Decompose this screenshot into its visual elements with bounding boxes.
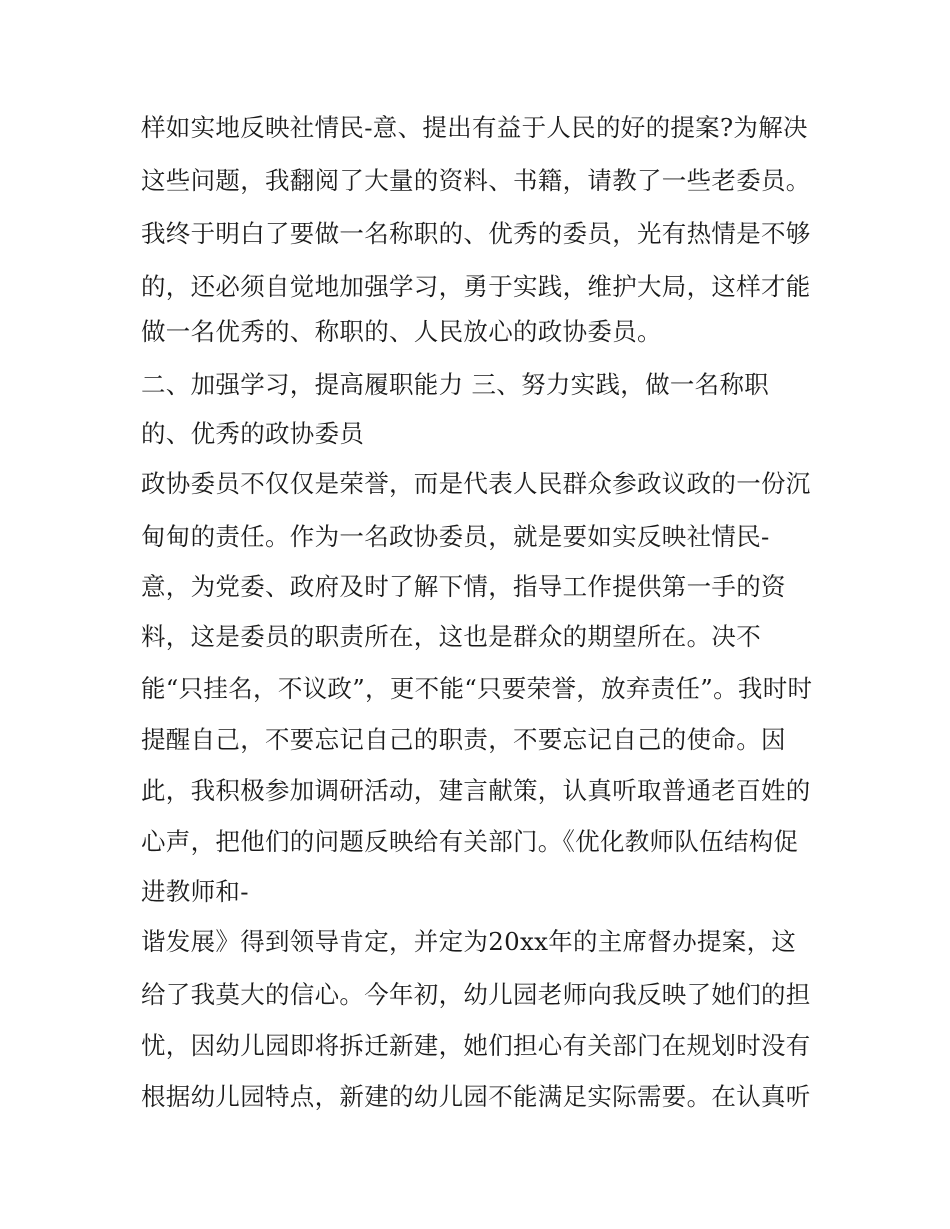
text-line: 甸甸的责任。作为一名政协委员，就是要如实反映社情民- — [141, 522, 770, 551]
text-line: 样如实地反映社情民-意、提出有益于人民的好的提案?为解决 — [141, 113, 808, 142]
text-line: 意，为党委、政府及时了解下情，指导工作提供第一手的资 — [141, 572, 786, 601]
text-line: 这些问题，我翻阅了大量的资料、书籍，请教了一些老委员。 — [141, 166, 811, 195]
text-line: 我终于明白了要做一名称职的、优秀的委员，光有热情是不够 — [141, 219, 811, 248]
text-line: 给了我莫大的信心。今年初，幼儿园老师向我反映了她们的担 — [141, 980, 811, 1009]
text-line: 进教师和- — [141, 877, 249, 906]
section-heading: 二、加强学习，提高履职能力 三、努力实践，做一名称职 — [141, 370, 770, 399]
text-line: 提醒自己，不要忘记自己的职责，不要忘记自己的使命。因 — [141, 725, 786, 754]
section-heading: 的、优秀的政协委员 — [141, 419, 365, 448]
text-line: 的，还必须自觉地加强学习，勇于实践，维护大局，这样才能 — [141, 272, 811, 301]
text-line: 能“只挂名，不议政”，更不能“只要荣誉，放弃责任”。我时时 — [141, 674, 813, 703]
text-line: 谐发展》得到领导肯定，并定为20xx年的主席督办提案，这 — [141, 927, 797, 956]
text-line: 心声，把他们的问题反映给有关部门。《优化教师队伍结构促 — [141, 827, 799, 856]
text-line: 料，这是委员的职责所在，这也是群众的期望所在。决不 — [141, 622, 761, 651]
text-line: 根据幼儿园特点，新建的幼儿园不能满足实际需要。在认真听 — [141, 1082, 811, 1111]
text-line: 做一名优秀的、称职的、人民放心的政协委员。 — [141, 317, 662, 346]
text-line: 忧，因幼儿园即将拆迁新建，她们担心有关部门在规划时没有 — [141, 1031, 811, 1060]
text-line: 政协委员不仅仅是荣誉，而是代表人民群众参政议政的一份沉 — [141, 469, 811, 498]
text-line: 此，我积极参加调研活动，建言献策，认真听取普通老百姓的 — [141, 776, 811, 805]
